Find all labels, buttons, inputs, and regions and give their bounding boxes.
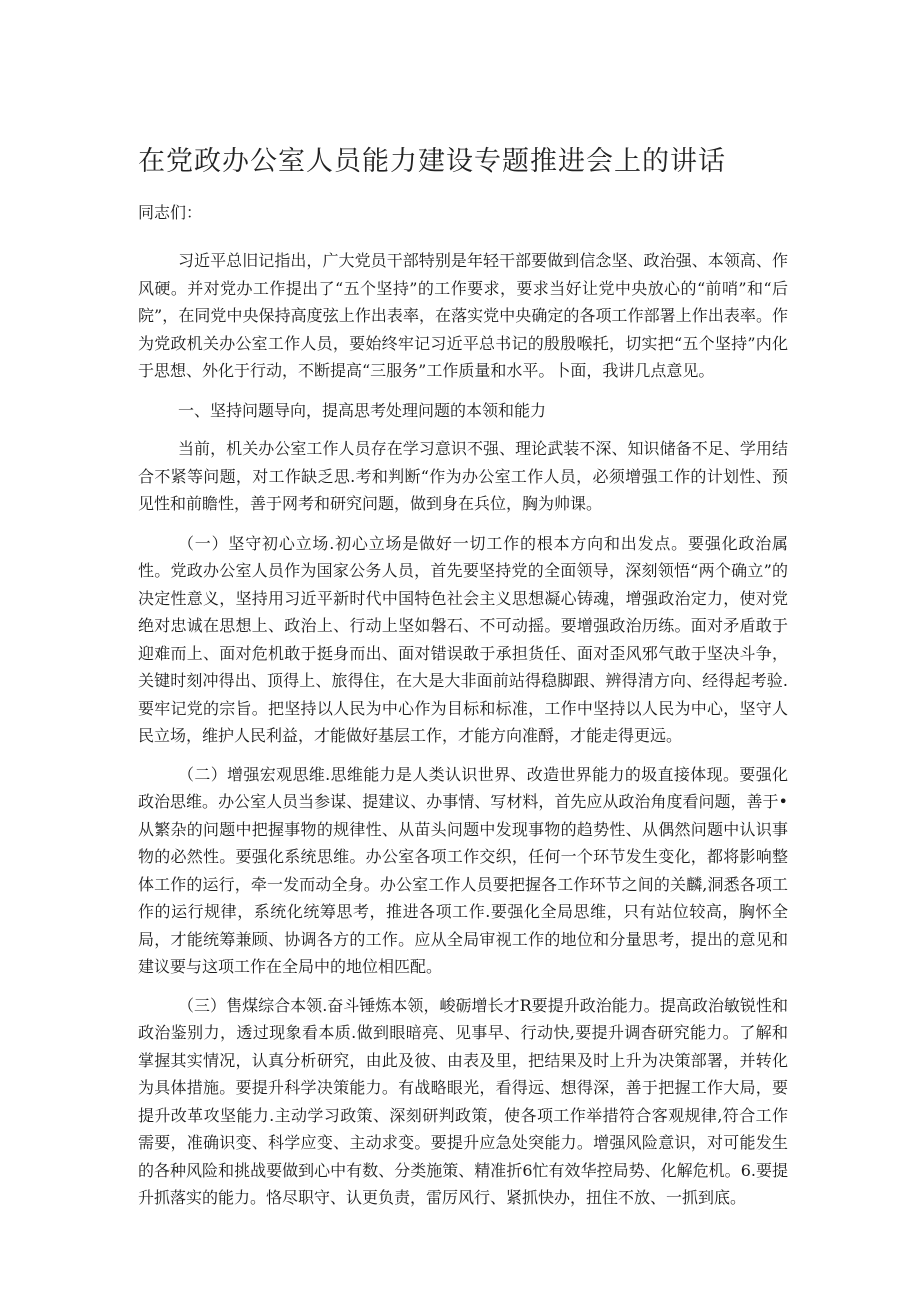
- paragraph-current-issues: 当前，机关办公室工作人员存在学习意识不强、理论武装不深、知识储备不足、学用结合不紧等问题，对工作缺乏思.考和判断“作为办公室工作人员，必须增强工作的计划性、预见性和前瞻性，善于网考和研究问题，做到身在兵位，胸为帅课。: [138, 439, 788, 513]
- document-title: 在党政办公室人员能力建设专题推进会上的讲话: [138, 146, 726, 177]
- paragraph-point-1: （一）坚守初心立场.初心立场是做好一切工作的根本方向和出发点。要强化政治属性。党政办公室人员作为国家公务人员，首先要坚持党的全面领导，深刻领悟“两个确立”的决定性意义，坚持用习近平新时代中国特色社会主义思想凝心铸魂，增强政治定力，使对党绝对忠诚在思想上、政治上、行动上坚如磐石、不可动摇。要增强政治历练。面对矛盾敢于迎难而上、面对危机敢于挺身而出、面对错误敢于承担货任、面对歪风邪气敢于坚决斗争，关键时刻冲得出、顶得上、旅得住，在大是大非面前站得稳脚跟、辨得清方向、经得起考验.要牢记党的宗旨。把坚持以人民为中心作为目标和标准，工作中坚持以人民为中心，坚守人民立场，维护人民利益，才能做好基层工作，才能方向准酹，才能走得更远。: [138, 533, 788, 745]
- document-page: [138, 0, 788, 1212]
- paragraph-point-2: （二）增强宏观思维.思维能力是人类认识世界、改造世界能力的圾直接体现。要强化政治思维。办公室人员当参谋、提建议、办事情、写材料，首先应从政治角度看问题，善于•从繁杂的问题中把握事物的规律性、从苗头问题中发现事物的趋势性、从偶然问题中认识事物的必然性。要强化系统思维。办公室各项工作交织，任何一个环节发生变化，都将影响整体工作的运行，牵一发而动全身。办公室工作人员要把握各工作环节之间的关麟,洞悉各项工作的运行规律，系统化统筹思考，推进各项工作.要强化全局思维，只有站位较高，胸怀全局，才能统筹兼顾、协调各方的工作。应从全局审视工作的地位和分量思考，提出的意见和建议要与这项工作在全局中的地位相匹配。: [138, 764, 788, 976]
- section-heading-1: 一、坚持问题导向，提高思考处理问题的本领和能力: [178, 400, 547, 420]
- paragraph-intro: 习近平总旧记指出，广大党员干部特别是年轻干部要做到信念坚、政治强、本领高、作风硬。并对党办工作提出了“五个坚持”的工作要求，要求当好让党中央放心的“前哨”和“后院”，在同党中央保持高度弦上作出表率，在落实党中央确定的各项工作部署上作出表率。作为党政机关办公室工作人员，要始终牢记习近平总书记的殷殷喉托，切实把“五个坚持”内化于思想、外化于行动，不断提高“三服务”工作质量和水平。卜面，我讲几点意见。: [138, 251, 788, 380]
- salutation: 同志们：: [138, 203, 203, 222]
- paragraph-point-3: （三）售煤综合本领.奋斗锤炼本领，峻砺增长才R要提升政治能力。提高政治敏锐性和政治鉴别力，透过现象看本质.做到眼暗亮、见事早、行动快,要提升调杳研究能力。了解和掌握其实情况，认真分析研究，由此及彼、由表及里，把结果及时上升为决策部署，并转化为具体措施。要提升科学决策能力。有战略眼光，看得远、想得深，善于把握工作大局，要提升改革攻坚能力.主动学习政策、深刻研判政策，使各项工作举措符合客观规律,符合工作需要，准确识变、科学应变、主动求变。要提升应急处突能力。增强风险意识，对可能发生的各种风险和挑战要做到心中有数、分类施策、精准折6忙有效华控局势、化解危机。6.要提升抓落实的能力。恪尽职守、认更负责，雷厉风行、紧抓快办，扭住不放、一抓到底。: [138, 995, 788, 1207]
